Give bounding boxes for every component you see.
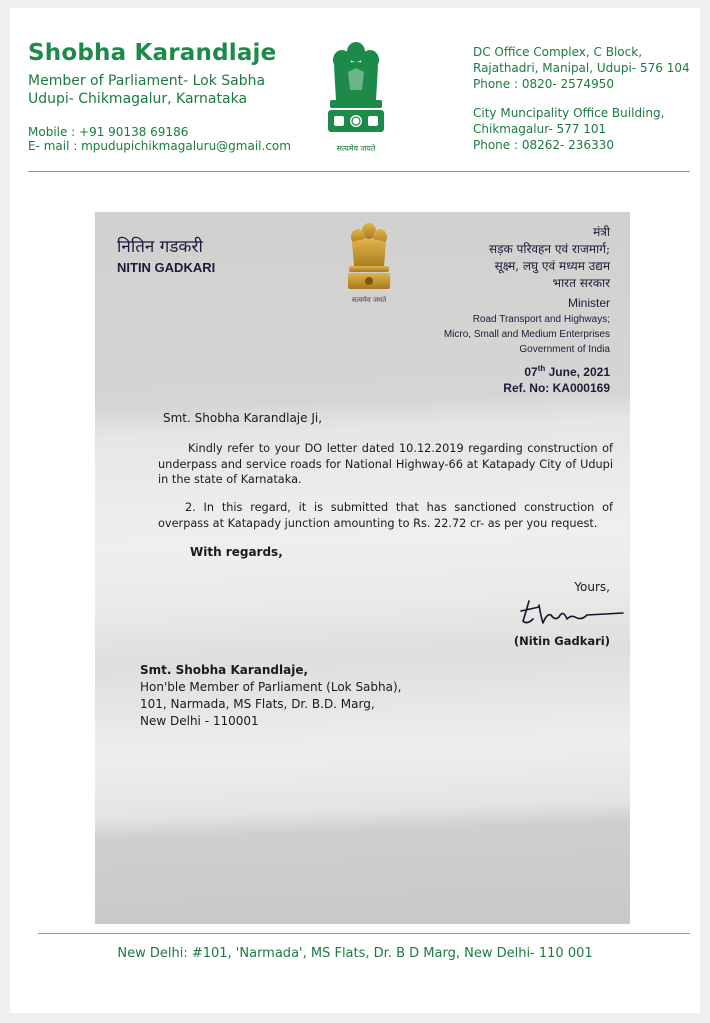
signatory-name: (Nitin Gadkari) [513, 634, 610, 648]
phone-line: Phone : 0820- 2574950 [473, 77, 614, 91]
sender-name-english: NITIN GADKARI [117, 260, 216, 275]
ministry-line-hindi: सूक्ष्म, लघु एवं मध्यम उद्यम [494, 259, 610, 273]
date-rest: June, 2021 [545, 365, 610, 379]
mp-mobile: Mobile : +91 90138 69186 [28, 125, 189, 139]
national-emblem-icon [318, 38, 394, 158]
ministry-line-hindi: भारत सरकार [552, 276, 610, 290]
address-line: Chikmagalur- 577 101 [473, 122, 607, 136]
date-day: 07 [524, 365, 538, 379]
emblem-motto: सत्यमेव जयते [351, 296, 387, 304]
footer-divider [38, 933, 690, 934]
closing-yours: Yours, [574, 580, 610, 594]
addressee-line: Smt. Shobha Karandlaje, [140, 663, 309, 677]
office-address-udupi [473, 44, 690, 92]
ministry-block [444, 224, 610, 357]
phone-line: Phone : 08262- 236330 [473, 138, 614, 152]
scanned-letter-photo [95, 212, 630, 924]
letter-paragraph-1: Kindly refer to your DO letter dated 10.12.2019 regarding construction of underpass and service roads for National Highway-66 at Katapady City of Udupi in the state of Karnataka. [158, 442, 613, 486]
gold-emblem-icon [340, 220, 398, 296]
addressee-block [140, 662, 401, 730]
letter-page [10, 8, 700, 1013]
addressee-line: New Delhi - 110001 [140, 714, 259, 728]
closing-regards: With regards, [190, 545, 283, 559]
ministry-line-hindi: मंत्री [593, 225, 610, 239]
mp-constituency: Udupi- Chikmagalur, Karnataka [28, 91, 248, 107]
address-line: City Muncipality Office Building, [473, 106, 665, 120]
ministry-line: Micro, Small and Medium Enterprises [443, 329, 610, 340]
address-line: Rajathadri, Manipal, Udupi- 576 104 [473, 61, 690, 75]
mp-designation: Member of Parliament- Lok Sabha [28, 73, 266, 89]
letter-date [524, 364, 610, 379]
ministry-line: Government of India [519, 344, 610, 355]
footer-address: New Delhi: #101, 'Narmada', MS Flats, Dr. B D Marg, New Delhi- 110 001 [117, 946, 593, 961]
sender-name-hindi: नितिन गडकरी [117, 237, 203, 257]
date-suffix: th [537, 364, 546, 373]
signature-image [515, 595, 625, 629]
mp-email: E- mail : mpudupichikmagaluru@gmail.com [28, 139, 291, 153]
header-divider [28, 171, 690, 172]
salutation: Smt. Shobha Karandlaje Ji, [163, 411, 323, 425]
ministry-title: Minister [567, 296, 610, 310]
ministry-line: Road Transport and Highways; [472, 314, 610, 325]
address-line: DC Office Complex, C Block, [473, 45, 643, 59]
reference-number: Ref. No: KA000169 [503, 381, 610, 395]
addressee-line: 101, Narmada, MS Flats, Dr. B.D. Marg, [140, 697, 375, 711]
ministry-line-hindi: सड़क परिवहन एवं राजमार्ग; [488, 242, 610, 256]
office-address-chikmagalur [473, 105, 664, 153]
letter-paragraph-2: 2. In this regard, it is submitted that has sanctioned construction of overpass at Katapady junction amounting to Rs. 22.72 cr- as per you request. [158, 501, 613, 530]
mp-name: Shobha Karandlaje [28, 40, 277, 66]
addressee-line: Hon'ble Member of Parliament (Lok Sabha), [140, 680, 402, 694]
emblem-motto: सत्यमेव जयते [336, 144, 376, 153]
